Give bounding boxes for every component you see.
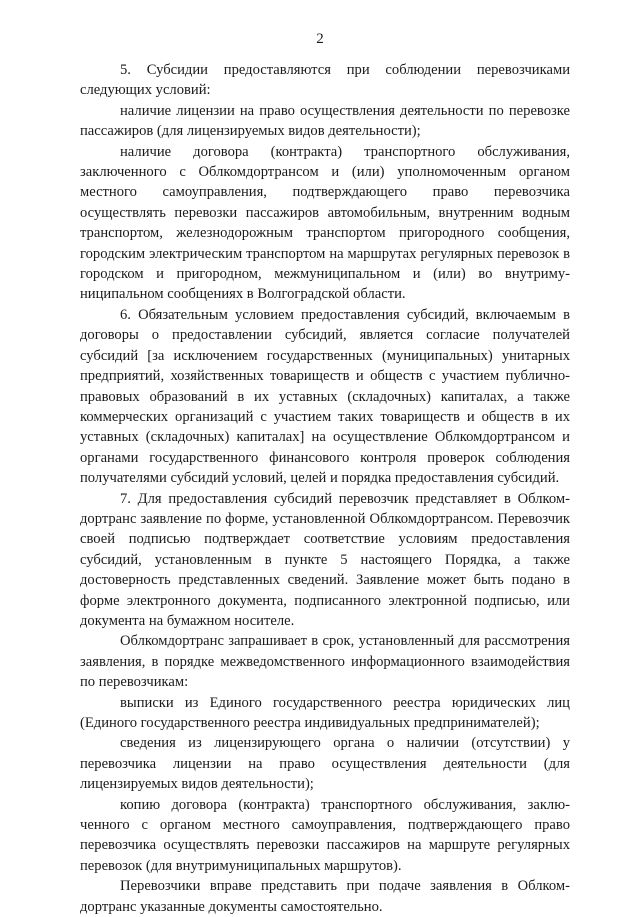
paragraph-license-info: сведения из лицензирующего органа о наличии (отсутствии) у перевозчика лицензии на право осуществления деятельности (для лицензируемых видов деятельности); [80,735,570,793]
paragraph-self-submission: Перевозчики вправе представить при подаче заявления в Облкомдортранс указанные документы самостоятельно. [80,878,570,915]
document-body [80,60,570,917]
paragraph-registry-extracts: выписки из Единого государственного реестра юридических лиц (Единого государственного реестра индивидуальных предпринимателей); [80,694,570,731]
paragraph-7: 7. Для предоставления субсидий перевозчик представляет в Облкомдортранс заявление по форме, установленной Облкомдортрансом. Перевозчик своей подписью подтверждает соответствие условиям предоставления субсидий, установленным в пункте 5 настоящего Порядка, а также достоверность представленных сведений. Заявление может быть подано в форме электронного документа, подписанного электронной подписью, или документа на бумажном носителе. [80,490,570,629]
paragraph-5-intro: 5. Субсидии предоставляются при соблюдении перевозчиками следующих условий: [80,62,570,99]
paragraph-contract-condition: наличие договора (контракта) транспортного обслуживания, заключенного с Облкомдортрансом и (или) уполномоченным органом местного самоуправления, подтверждающего право перевозчика осуществлять перевозки пассажиров автомобильным, внутренним водным транспортом, железнодорожным транспортом пригородного сообщения, городским электрическим транспортом на маршрутах регулярных перевозок в городском и пригородном, межмуниципальном и (или) во внутримуниципальном сообщениях в Волгоградской области. [80,143,570,303]
paragraph-contract-copy: копию договора (контракта) транспортного обслуживания, заключенного с органом местного самоуправления, подтверждающего право перевозчика осуществлять перевозки пассажиров на маршруте регулярных перевозок (для внутримуниципальных маршрутов). [80,796,570,874]
paragraph-request-intro: Облкомдортранс запрашивает в срок, установленный для рассмотрения заявления, в порядке межведомственного информационного взаимодействия по перевозчикам: [80,633,570,691]
paragraph-6: 6. Обязательным условием предоставления субсидий, включаемым в договоры о предоставлении субсидий, является согласие получателей субсидий [за исключением государственных (муниципальных) унитарных предприятий, хозяйственных товариществ и обществ с участием публично-правовых образований в их уставных (складочных) капиталах, а также коммерческих организаций с участием таких товариществ и обществ в их уставных (складочных) капиталах] на осуществление Облкомдортрансом и органами государственного финансового контроля проверок соблюдения получателями субсидий условий, целей и порядка предоставления субсидий. [80,306,570,487]
paragraph-license-condition: наличие лицензии на право осуществления деятельности по перевозке пассажиров (для лицензируемых видов деятельности); [80,102,570,140]
page-number: 2 [316,31,324,47]
